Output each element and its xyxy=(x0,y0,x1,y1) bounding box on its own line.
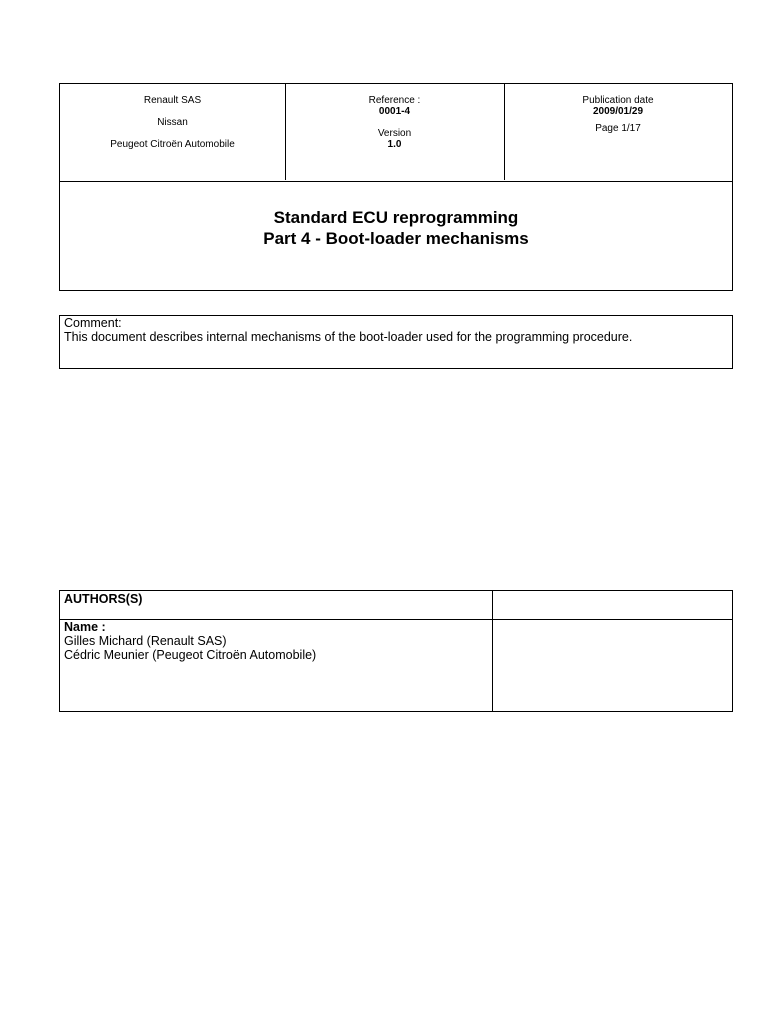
author-name: Cédric Meunier (Peugeot Citroën Automobile) xyxy=(64,648,317,662)
page-number: Page 1/17 xyxy=(595,123,641,134)
reference-value: 0001-4 xyxy=(378,106,411,117)
document-title xyxy=(60,181,732,290)
company-renault: Renault SAS xyxy=(143,95,202,106)
publication-date-value: 2009/01/29 xyxy=(592,106,644,117)
authors-names-row xyxy=(60,619,732,711)
author-name: Gilles Michard (Renault SAS) xyxy=(64,634,227,648)
authors-names-empty-cell xyxy=(493,619,732,711)
document-header-table xyxy=(59,83,733,291)
companies-cell xyxy=(60,84,286,180)
header-info-row xyxy=(60,84,732,182)
comment-label: Comment: xyxy=(64,316,122,330)
reference-label: Reference : xyxy=(368,95,421,106)
authors-header-empty-cell xyxy=(493,591,732,619)
title-line-1: Standard ECU reprogramming xyxy=(273,208,519,227)
version-label: Version xyxy=(377,128,412,139)
authors-header-row xyxy=(60,591,732,620)
authors-table xyxy=(59,590,733,712)
authors-header: AUTHORS(S) xyxy=(64,592,143,606)
title-line-2: Part 4 - Boot-loader mechanisms xyxy=(263,229,529,248)
version-value: 1.0 xyxy=(387,139,402,150)
company-nissan: Nissan xyxy=(157,117,188,128)
company-psa: Peugeot Citroën Automobile xyxy=(110,139,235,150)
authors-names-cell xyxy=(60,619,493,711)
authors-header-cell xyxy=(60,591,493,619)
comment-text: This document describes internal mechanisms of the boot-loader used for the programming procedure. xyxy=(64,330,633,344)
reference-cell xyxy=(285,84,505,180)
publication-date-label: Publication date xyxy=(582,95,654,106)
publication-cell xyxy=(504,84,732,180)
comment-box xyxy=(59,315,733,369)
name-label: Name : xyxy=(64,620,106,634)
